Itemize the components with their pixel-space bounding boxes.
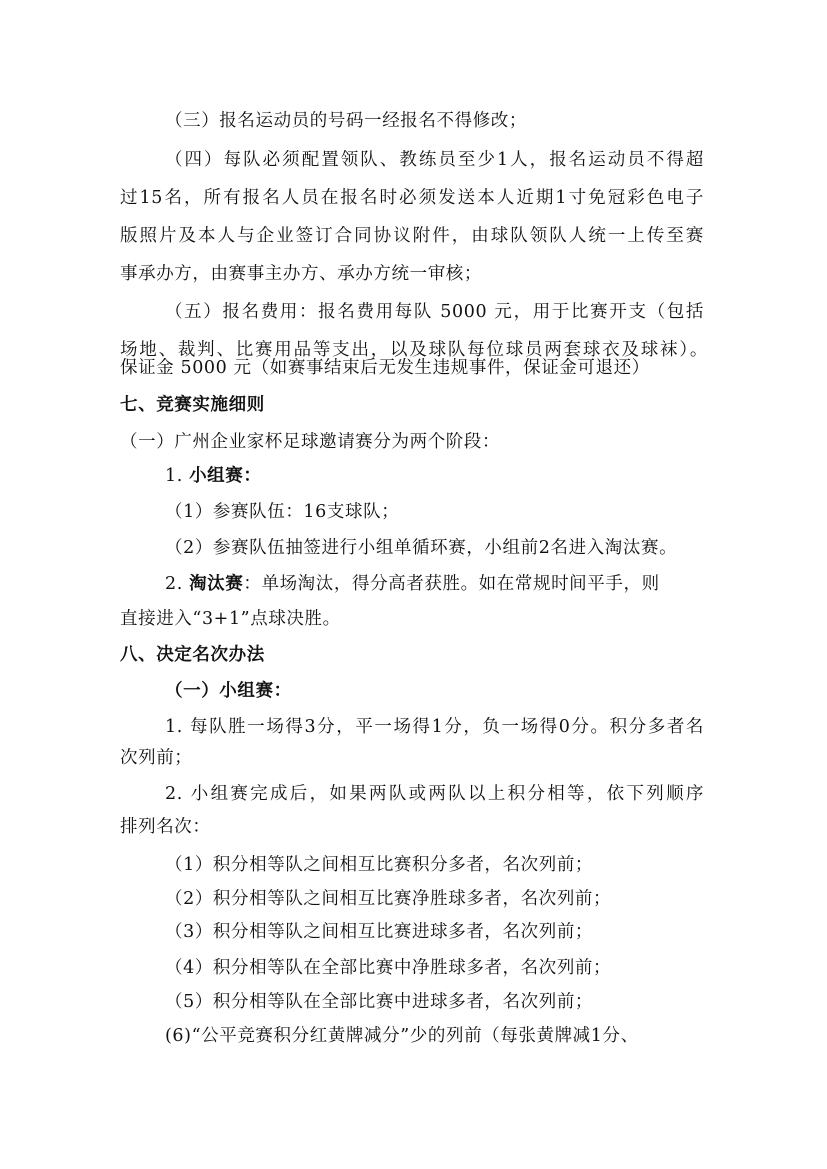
paragraph-line: （1）积分相等队之间相互比赛积分多者，名次列前；	[165, 855, 594, 875]
paragraph-line: （1）参赛队伍：16支球队；	[165, 502, 400, 522]
paragraph-line: （五）报名费用：报名费用每队 5000 元，用于比赛开支（包括	[165, 302, 704, 322]
paragraph-line: （2）参赛队伍抽签进行小组单循环赛，小组前2名进入淘汰赛。	[165, 538, 678, 558]
paragraph-line: （三）报名运动员的号码一经报名不得修改；	[165, 111, 527, 131]
paragraph-line: 排列名次：	[120, 817, 211, 837]
paragraph-line: （一）广州企业家杯足球邀请赛分为两个阶段：	[120, 432, 501, 452]
paragraph-line: 版照片及本人与企业签订合同协议附件，由球队领队人统一上传至赛	[120, 226, 704, 246]
list-number: 1.	[165, 466, 190, 486]
paragraph-line: 次列前；	[120, 748, 193, 768]
subheading-text: 淘汰赛	[189, 574, 244, 594]
paragraph-line: 2. 小组赛完成后，如果两队或两队以上积分相等，依下列顺序	[165, 784, 704, 804]
paragraph-line: （四）每队必须配置领队、教练员至少1人，报名运动员不得超	[165, 150, 704, 170]
paragraph-line: （3）积分相等队之间相互比赛进球多者，名次列前；	[165, 922, 594, 942]
paragraph-line: （2）积分相等队之间相互比赛净胜球多者，名次列前；	[165, 889, 612, 909]
list-item	[165, 464, 261, 488]
list-item	[165, 572, 660, 596]
subheading-text: 小组赛：	[189, 466, 262, 486]
paragraph-line: 直接进入“3+1”点球决胜。	[120, 609, 341, 629]
paragraph-line: （5）积分相等队在全部比赛中进球多者，名次列前；	[165, 992, 594, 1012]
section-heading: 七、竞赛实施细则	[120, 395, 265, 415]
paragraph-line: 1. 每队胜一场得3分，平一场得1分，负一场得0分。积分多者名	[165, 717, 704, 737]
paragraph-line: 过15名，所有报名人员在报名时必须发送本人近期1寸免冠彩色电子	[120, 188, 704, 208]
list-item-text: ：单场淘汰，得分高者获胜。如在常规时间平手，则	[243, 574, 660, 594]
section-heading: 八、决定名次办法	[120, 645, 265, 665]
paragraph-line: 事承办方，由赛事主办方、承办方统一审核；	[120, 264, 482, 284]
paragraph-line: 场地、裁判、比赛用品等支出，以及球队每位球员两套球衣及球袜）。	[120, 340, 708, 360]
subsection-heading: （一）小组赛：	[165, 681, 292, 701]
paragraph-line: 保证金 5000 元（如赛事结束后无发生违规事件，保证金可退还）	[120, 358, 650, 378]
paragraph-line: （4）积分相等队在全部比赛中净胜球多者，名次列前；	[165, 958, 612, 978]
list-number: 2.	[165, 574, 190, 594]
paragraph-line: (6)“公平竞赛积分红黄牌减分”少的列前（每张黄牌减1分、	[165, 1026, 639, 1046]
